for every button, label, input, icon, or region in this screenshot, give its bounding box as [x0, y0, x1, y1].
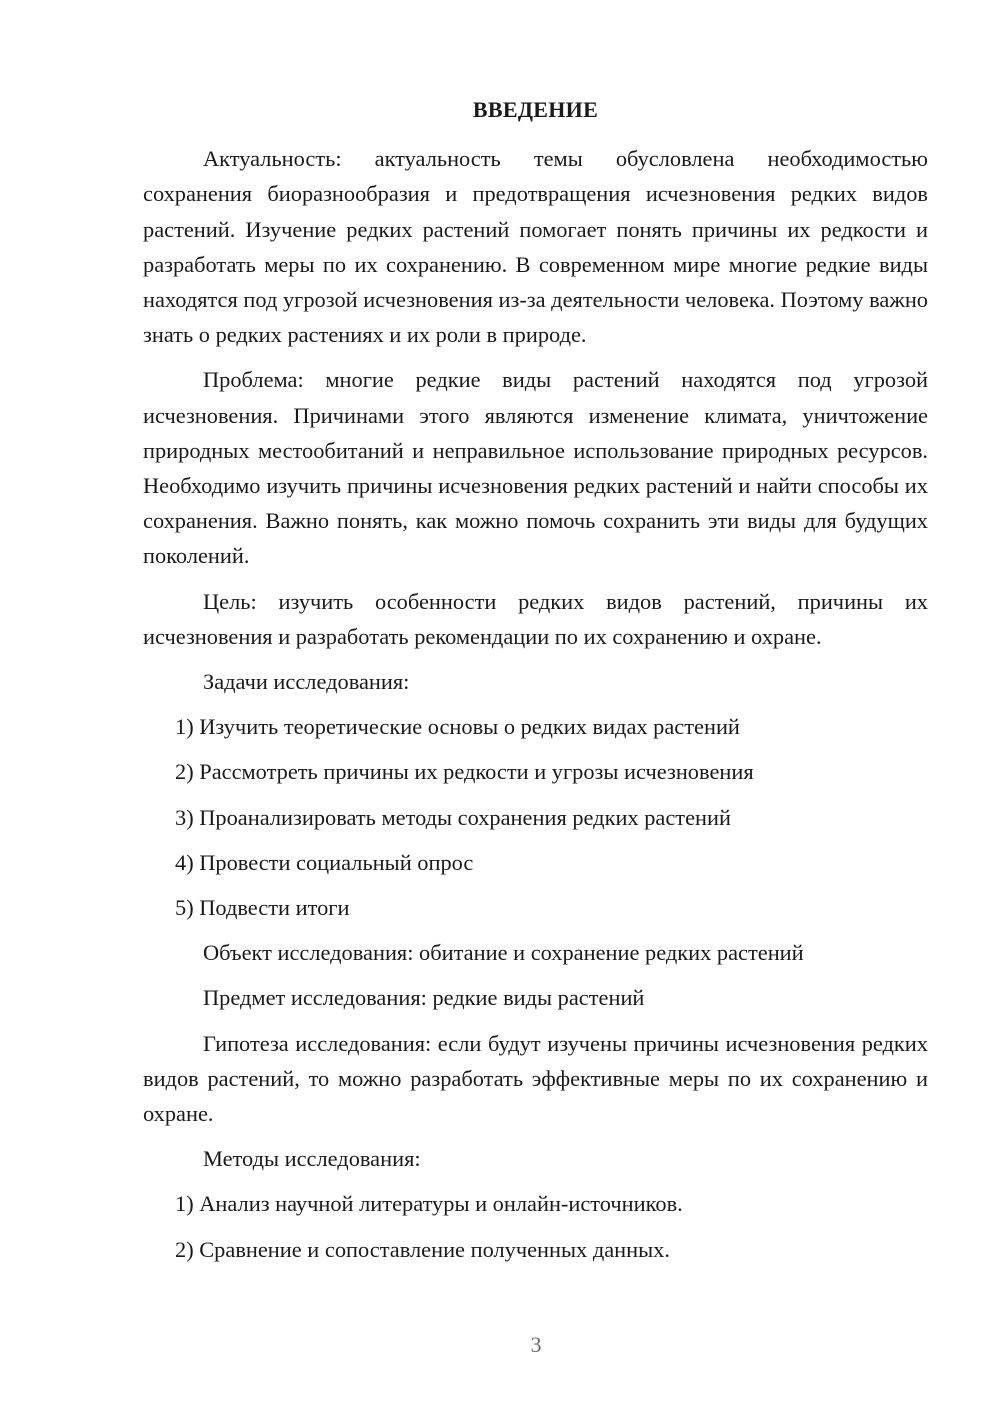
- subject-paragraph: Предмет исследования: редкие виды растений: [203, 985, 645, 1011]
- methods-heading: Методы исследования:: [203, 1146, 421, 1172]
- document-page: [143, 92, 928, 1277]
- task-item: 1) Изучить теоретические основы о редких видах растений: [175, 714, 740, 740]
- task-item: 3) Проанализировать методы сохранения редких растений: [175, 804, 731, 830]
- tasks-heading: Задачи исследования:: [203, 669, 410, 695]
- task-item: 5) Подвести итоги: [175, 895, 350, 921]
- method-item: 1) Анализ научной литературы и онлайн-источников.: [175, 1191, 683, 1217]
- task-item: 2) Рассмотреть причины их редкости и угрозы исчезновения: [175, 759, 754, 785]
- goal-paragraph: Цель: изучить особенности редких видов растений, причины их исчезновения и разработать рекомендации по их сохранению и охране.: [143, 588, 928, 649]
- object-paragraph: Объект исследования: обитание и сохранение редких растений: [203, 940, 804, 966]
- methods-list: [143, 1186, 928, 1266]
- section-title: ВВЕДЕНИЕ: [472, 97, 599, 122]
- hypothesis-paragraph: Гипотеза исследования: если будут изучены причины исчезновения редких видов растений, то можно разработать эффективные меры по их сохранению и охране.: [143, 1030, 928, 1127]
- method-item: 2) Сравнение и сопоставление полученных данных.: [175, 1236, 670, 1262]
- relevance-paragraph: Актуальность: актуальность темы обусловлена необходимостью сохранения биоразнообразия и предотвращения исчезновения редких видов растений. Изучение редких растений помогает понять причины их редкости и разработать меры по их сохранению. В современном мире многие редкие виды находятся под угрозой исчезновения из-за деятельности человека. Поэтому важно знать о редких растениях и их роли в природе.: [143, 146, 928, 348]
- page-number: 3: [530, 1332, 542, 1357]
- problem-paragraph: Проблема: многие редкие виды растений находятся под угрозой исчезновения. Причинами этого являются изменение климата, уничтожение природных местообитаний и неправильное использование природных ресурсов. Необходимо изучить причины исчезновения редких растений и найти способы их сохранения. Важно понять, как можно помочь сохранить эти виды для будущих поколений.: [143, 367, 928, 569]
- tasks-list: [143, 709, 928, 925]
- task-item: 4) Провести социальный опрос: [175, 849, 474, 875]
